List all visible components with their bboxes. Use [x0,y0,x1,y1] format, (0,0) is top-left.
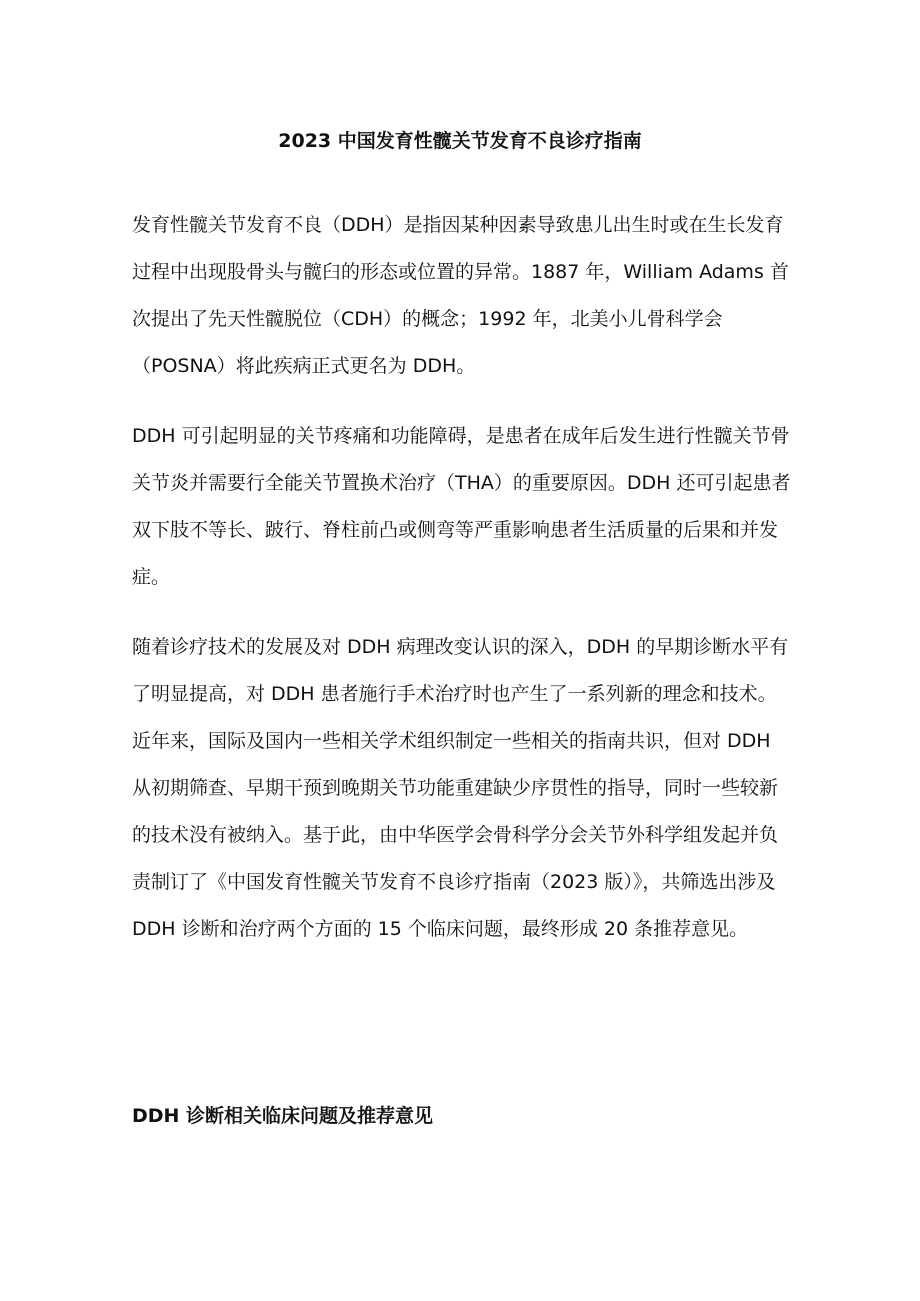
paragraph-guideline-background: 随着诊疗技术的发展及对 DDH 病理改变认识的深入，DDH 的早期诊断水平有了明显提高，对 DDH 患者施行手术治疗时也产生了一系列新的理念和技术。近年来，国际及国内一些相关学术组织制定一些相关的指南共识，但对 DDH 从初期筛查、早期干预到晚期关节功能重建缺少序贯性的指导，同时一些较新的技术没有被纳入。基于此，由中华医学会骨科学分会关节外科学组发起并负责制订了《中国发育性髋关节发育不良诊疗指南（2023 版）》，共筛选出涉及 DDH 诊断和治疗两个方面的 15 个临床问题，最终形成 20 条推荐意见。 [132,636,789,940]
document-title: 2023 中国发育性髋关节发育不良诊疗指南 [278,130,642,152]
paragraph-consequences: DDH 可引起明显的关节疼痛和功能障碍，是患者在成年后发生进行性髋关节骨关节炎并需要行全能关节置换术治疗（THA）的重要原因。DDH 还可引起患者双下肢不等长、跛行、脊柱前凸或侧弯等严重影响患者生活质量的后果和并发症。 [132,425,791,588]
section-heading: DDH 诊断相关临床问题及推荐意见 [132,1105,434,1127]
paragraph-intro: 发育性髋关节发育不良（DDH）是指因某种因素导致患儿出生时或在生长发育过程中出现股骨头与髋臼的形态或位置的异常。1887 年，William Adams 首次提出了先天性髋脱位（CDH）的概念；1992 年，北美小儿骨科学会（POSNA）将此疾病正式更名为 DDH。 [132,214,789,377]
